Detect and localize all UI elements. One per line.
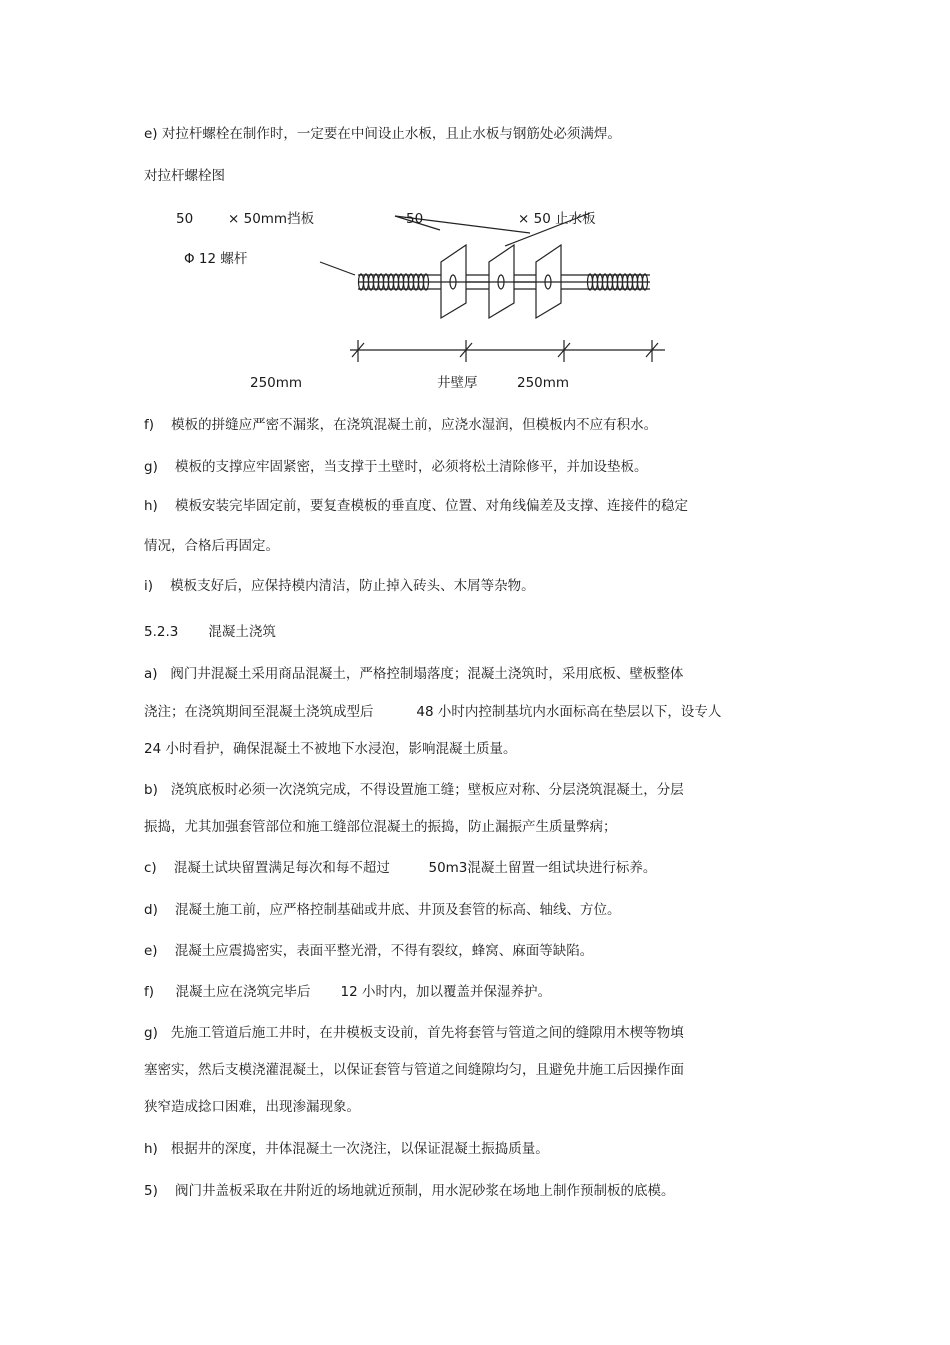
- para-h-line1: h) 模板安装完毕固定前，要复查模板的垂直度、位置、对角线偏差及支撑、连接件的稳定: [144, 498, 688, 514]
- para-b-line2: 振捣，尤其加强套管部位和施工缝部位混凝土的振捣，防止漏振产生质量弊病；: [144, 819, 617, 835]
- para-g-line2: 塞密实，然后支模浇灌混凝土，以保证套管与管道之间缝隙均匀，且避免井施工后因操作面: [144, 1062, 684, 1078]
- para-g-line1: g) 先施工管道后施工井时，在井模板支设前，首先将套管与管道之间的缝隙用木楔等物填: [144, 1025, 684, 1041]
- para-g-line3: 狭窄造成捻口困难，出现渗漏现象。: [144, 1099, 360, 1115]
- label-rod: Φ 12 螺杆: [184, 251, 248, 267]
- section-heading: 5.2.3 混凝土浇筑: [144, 624, 276, 640]
- tie-rod-bolt-diagram: [0, 0, 950, 400]
- para-g: g) 模板的支撑应牢固紧密，当支撑于土壁时，必须将松土清除修平，并加设垫板。: [144, 459, 648, 475]
- para-5: 5) 阀门井盖板采取在井附近的场地就近预制，用水泥砂浆在场地上制作预制板的底模。: [144, 1183, 675, 1199]
- dim-label-mid: 井壁厚: [437, 375, 478, 391]
- left-thread: [359, 274, 429, 290]
- para-i: i) 模板支好后，应保持模内清洁，防止掉入砖头、木屑等杂物。: [144, 578, 535, 594]
- para-h-last: h) 根据井的深度，井体混凝土一次浇注，以保证混凝土振捣质量。: [144, 1141, 549, 1157]
- para-a-line1: a) 阀门井混凝土采用商品混凝土，严格控制塌落度；混凝土浇筑时，采用底板、壁板整体: [144, 666, 684, 682]
- para-h-line2: 情况，合格后再固定。: [144, 538, 279, 554]
- para-e-top: e) 对拉杆螺栓在制作时，一定要在中间设止水板，且止水板与钢筋处必须满焊。: [144, 126, 621, 142]
- para-d: d) 混凝土施工前，应严格控制基础或井底、井顶及套管的标高、轴线、方位。: [144, 902, 621, 918]
- label-stop-plate: × 50 止水板: [518, 211, 596, 227]
- label-50mm-board: × 50mm挡板: [228, 211, 315, 227]
- para-e: e) 混凝土应震捣密实，表面平整光滑，不得有裂纹，蜂窝、麻面等缺陷。: [144, 943, 594, 959]
- label-50-left: 50: [176, 211, 194, 227]
- para-a-line2: 浇注；在浇筑期间至混凝土浇筑成型后 48 小时内控制基坑内水面标高在垫层以下，设专人: [144, 704, 722, 720]
- para-f: f) 模板的拼缝应严密不漏浆，在浇筑混凝土前，应浇水湿润，但模板内不应有积水。: [144, 417, 658, 433]
- dim-label-right: 250mm: [517, 375, 570, 391]
- para-a-line3: 24 小时看护，确保混凝土不被地下水浸泡，影响混凝土质量。: [144, 741, 517, 757]
- para-f2: f) 混凝土应在浇筑完毕后 12 小时内，加以覆盖并保湿养护。: [144, 984, 551, 1000]
- leader-rod: [320, 262, 355, 275]
- label-50-mid: 50: [406, 211, 424, 227]
- dim-label-left: 250mm: [250, 375, 303, 391]
- para-c: c) 混凝土试块留置满足每次和每不超过 50m3混凝土留置一组试块进行标养。: [144, 860, 657, 876]
- para-b-line1: b) 浇筑底板时必须一次浇筑完成，不得设置施工缝；壁板应对称、分层浇筑混凝土，分层: [144, 782, 684, 798]
- figure-title: 对拉杆螺栓图: [144, 168, 225, 184]
